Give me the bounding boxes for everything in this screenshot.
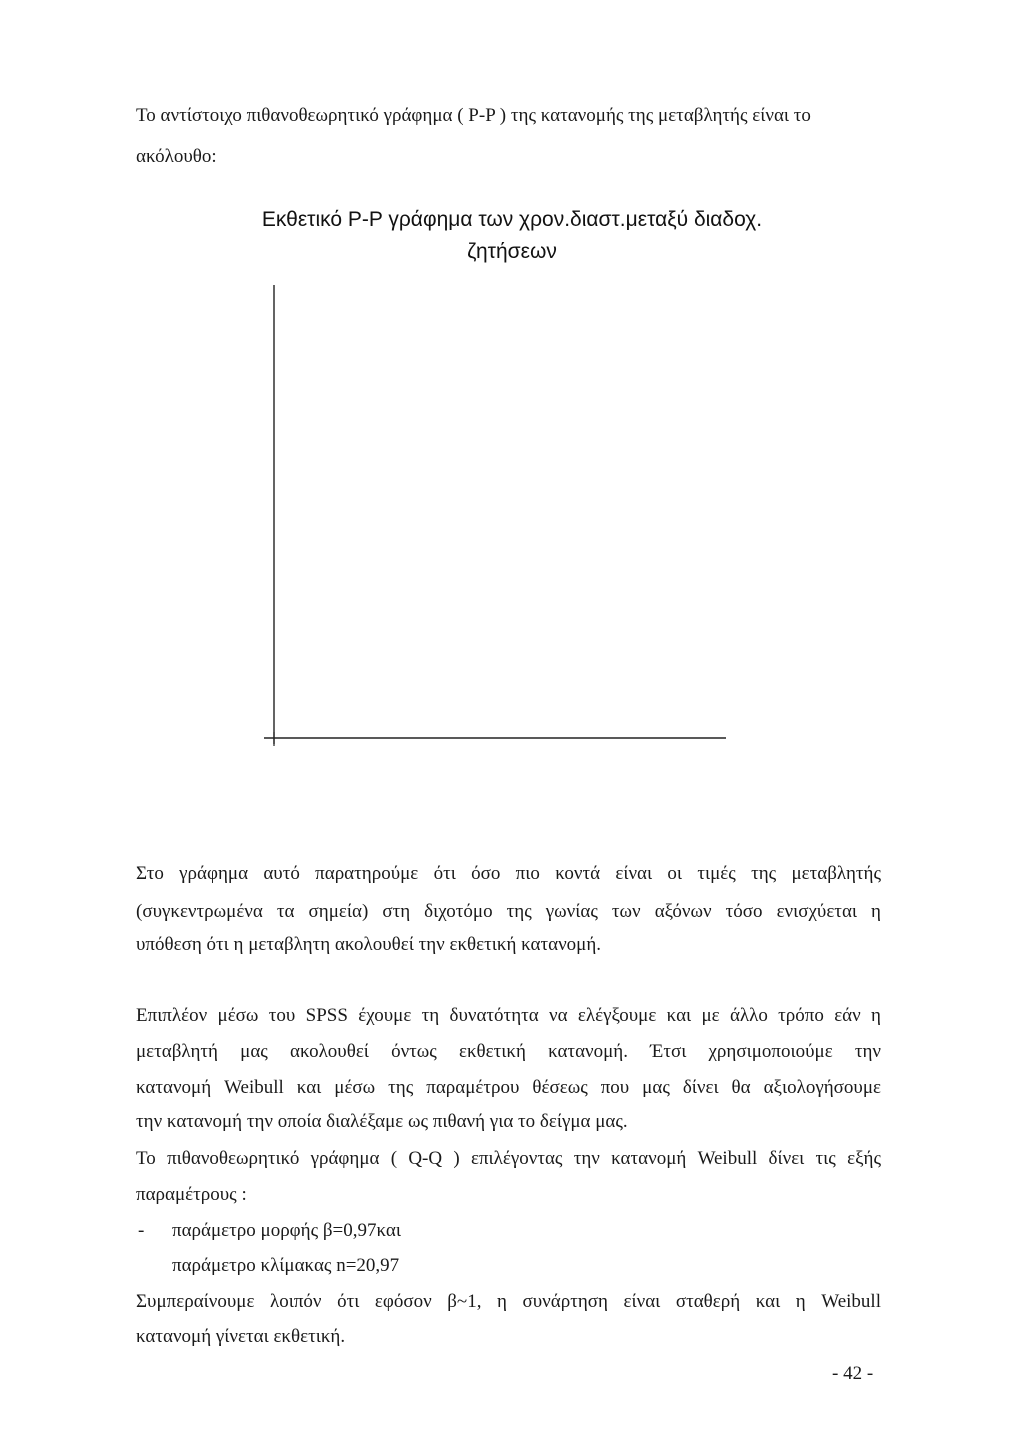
paragraph2-line-5: Το πιθανοθεωρητικό γράφημα ( Q-Q ) επιλέγοντας την κατανομή Weibull δίνει τις εξής <box>136 1148 881 1169</box>
conclusion-line-2: κατανομή γίνεται εκθετική. <box>136 1326 346 1347</box>
chart-title: Εκθετικό P-P γράφημα των χρον.διαστ.μεταξύ διαδοχ. <box>261 208 763 231</box>
bullet-item-shape: παράμετρο μορφής β=0,97και <box>172 1220 401 1241</box>
intro-line-2: ακόλουθο: <box>136 146 217 167</box>
bullet-item-scale: παράμετρο κλίμακας n=20,97 <box>172 1255 400 1276</box>
paragraph2-line-3: κατανομή Weibull και μέσω της παραμέτρου θέσεως που μας δίνει θα αξιολογήσουμε <box>136 1077 881 1098</box>
paragraph2-line-6: παραμέτρους : <box>136 1184 247 1205</box>
paragraph1-line-3: υπόθεση ότι η μεταβλητη ακολουθεί την εκθετική κατανομή. <box>136 934 602 955</box>
paragraph1-line-1: Στο γράφημα αυτό παρατηρούμε ότι όσο πιο κοντά είναι οι τιμές της μεταβλητής <box>136 863 881 884</box>
conclusion-line-1: Συμπεραίνουμε λοιπόν ότι εφόσον β~1, η συνάρτηση είναι σταθερή και η Weibull <box>136 1291 881 1312</box>
intro-line-1: Το αντίστοιχο πιθανοθεωρητικό γράφημα ( P-P ) της κατανομής της μεταβλητής είναι το <box>136 105 811 126</box>
paragraph1-line-2: (συγκεντρωμένα τα σημεία) στη διχοτόμο της γωνίας των αξόνων τόσο ενισχύεται η <box>136 901 881 922</box>
paragraph2-line-4: την κατανομή την οποία διαλέξαμε ως πιθανή για το δείγμα μας. <box>136 1111 628 1132</box>
paragraph2-line-1: Επιπλέον μέσω του SPSS έχουμε τη δυνατότητα να ελέγξουμε και με άλλο τρόπο εάν η <box>136 1005 881 1026</box>
page-number: - 42 - <box>832 1363 874 1384</box>
paragraph2-line-2: μεταβλητή μας ακολουθεί όντως εκθετική κατανομή. Έτσι χρησιμοποιούμε την <box>136 1041 881 1062</box>
chart-subtitle: ζητήσεων <box>467 240 557 263</box>
bullet-dash: - <box>138 1220 145 1241</box>
pp-plot <box>250 280 740 750</box>
